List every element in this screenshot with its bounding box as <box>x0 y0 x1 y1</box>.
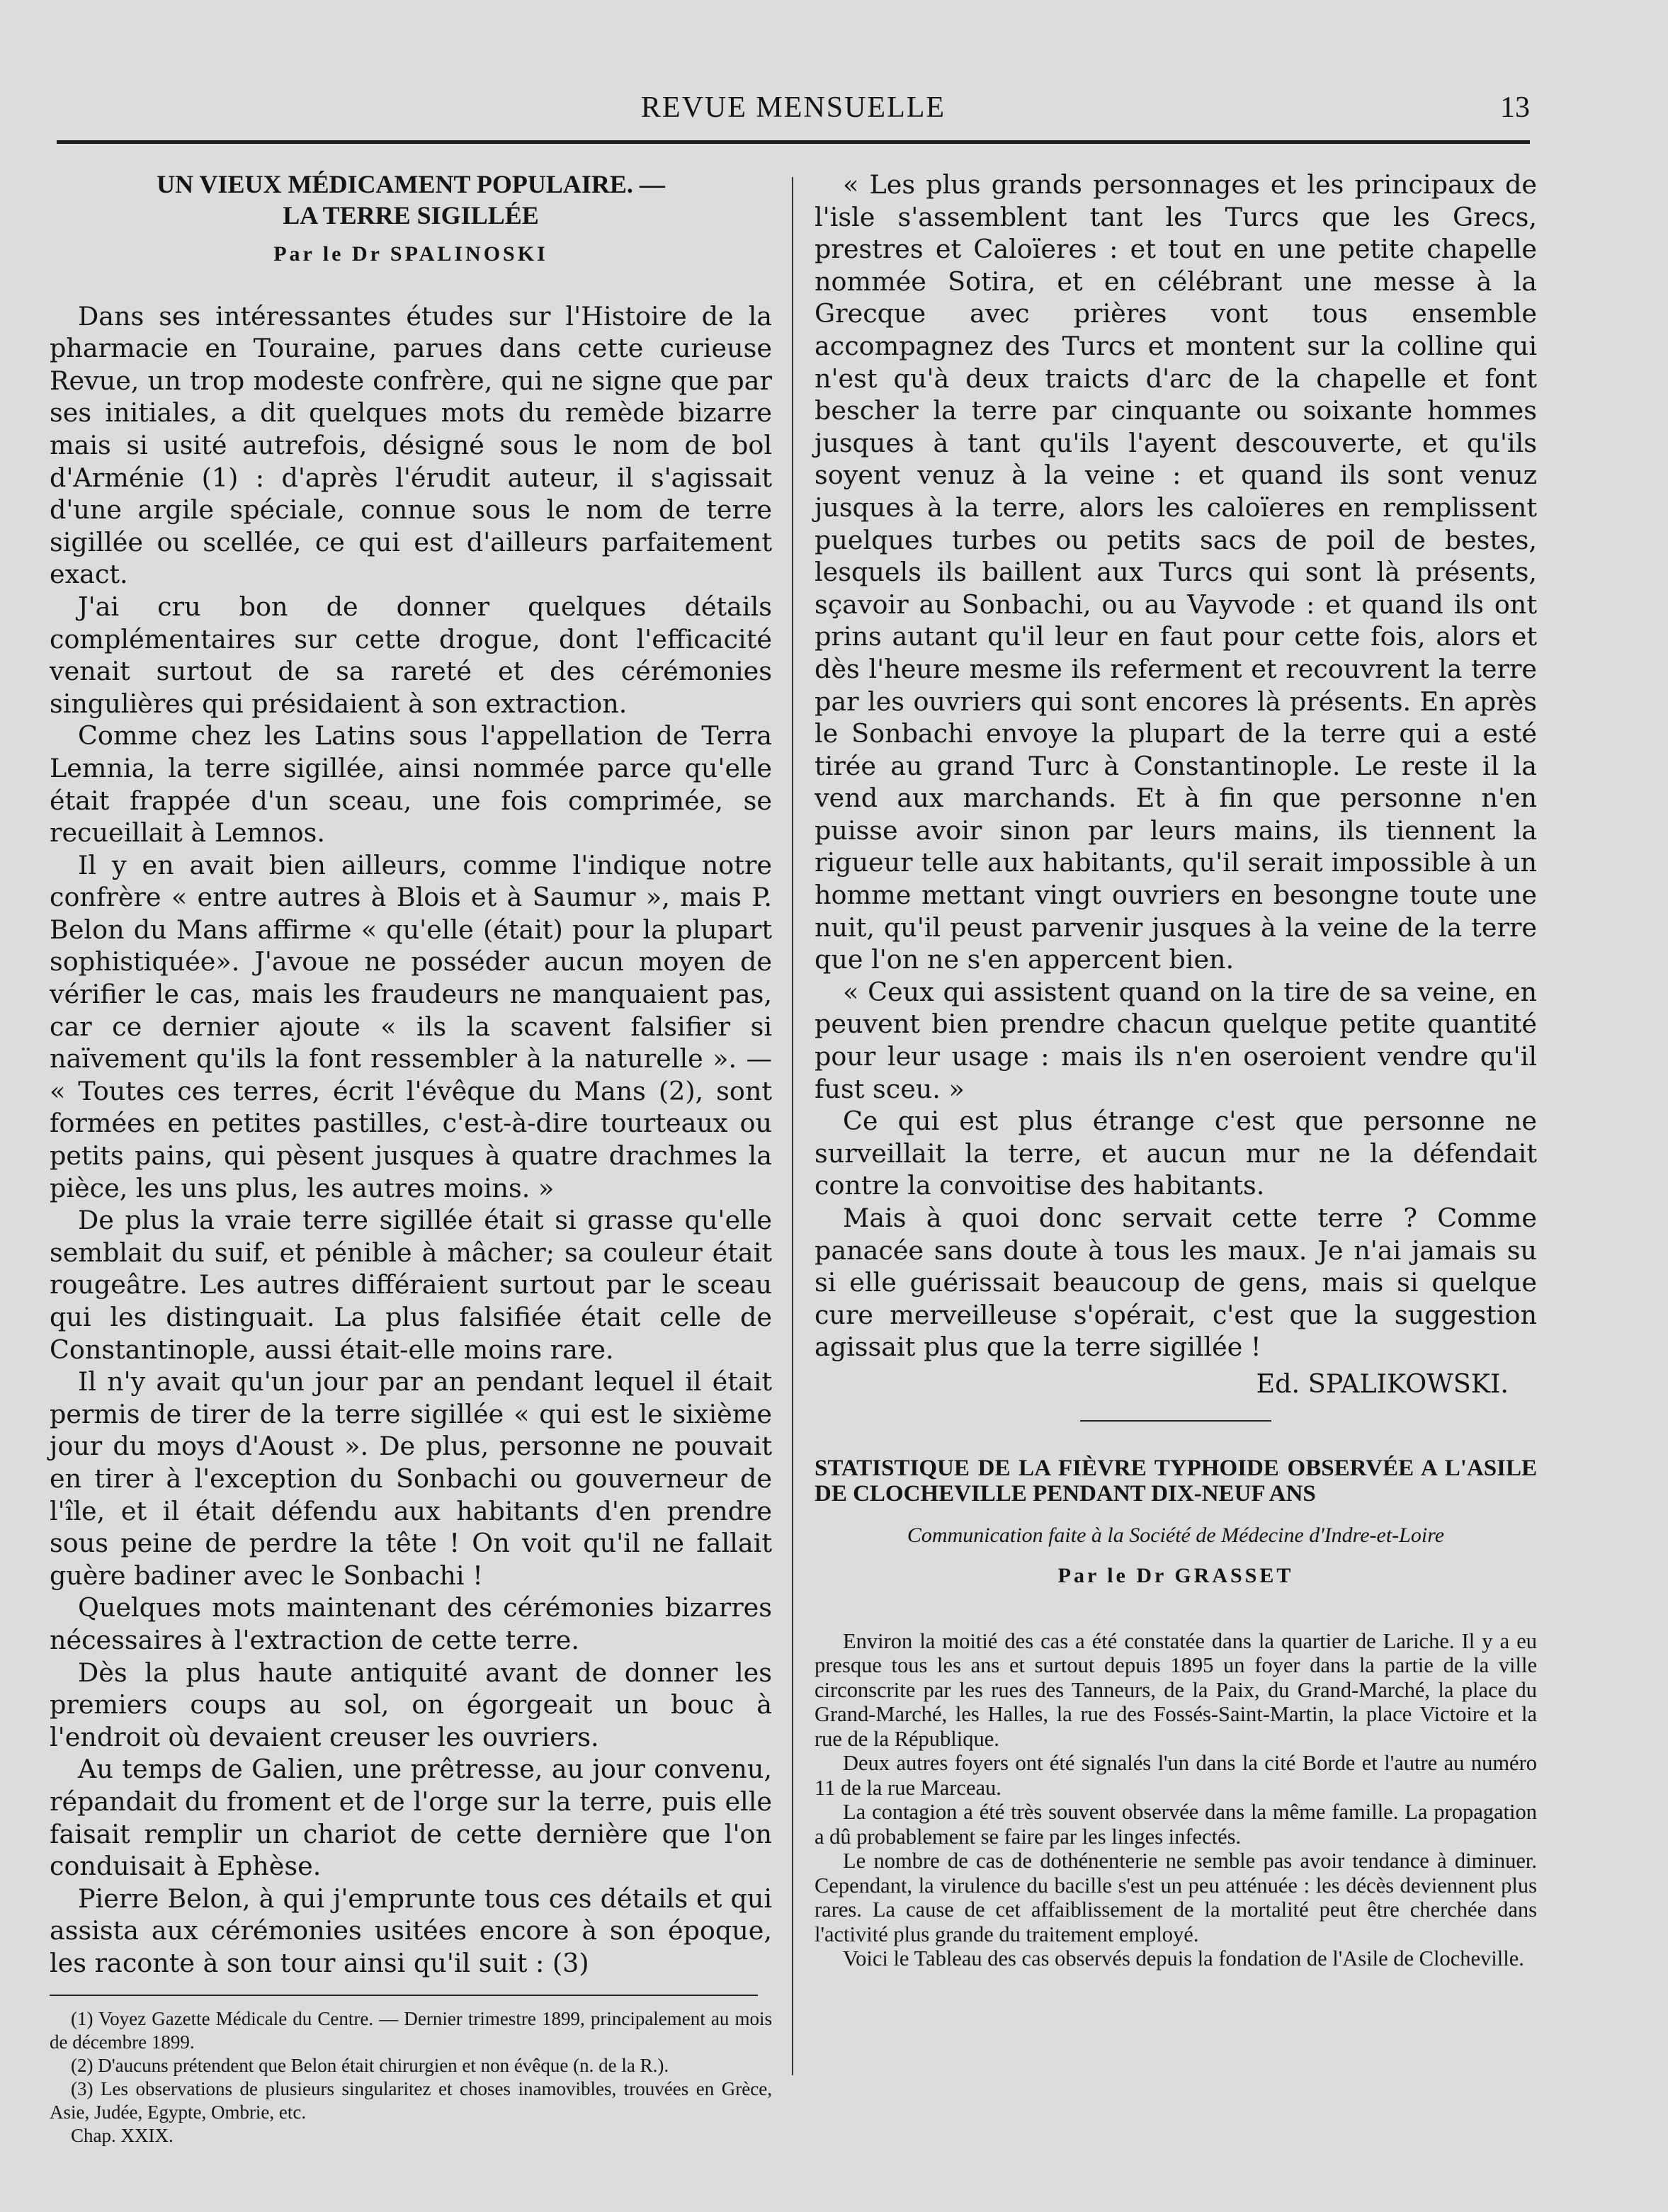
article2-body <box>815 1629 1537 1971</box>
journal-title: REVUE MENSUELLE <box>640 91 946 124</box>
paragraph: Dès la plus haute antiquité avant de donner les premiers coups au sol, on égorgeait un bouc à l'endroit où devaient creuser les ouvriers. <box>50 1657 772 1752</box>
paragraph: Quelques mots maintenant des cérémonies bizarres nécessaires à l'extraction de cette terre. <box>50 1592 772 1655</box>
paragraph: Il y en avait bien ailleurs, comme l'indique notre confrère « entre autres à Blois et à Saumur », mais P. Belon du Mans affirme « qu'elle (était) pour la plupart sophistiquée». J'avoue ne posséder aucun moyen de vérifier le cas, mais les fraudeurs ne manquaient pas, car ce dernier ajoute « ils la scavent falsifier si naïvement qu'ils la font ressembler à la naturelle ». — « Toutes ces terres, écrit l'évêque du Mans (2), sont formées en petites pastilles, c'est-à-dire tourteaux ou petits pains, qui pèsent jusques à quatre drachmes la pièce, les uns plus, les autres moins. » <box>50 849 772 1203</box>
footnote: (2) D'aucuns prétendent que Belon était chirurgien et non évêque (n. de la R.). <box>71 2055 669 2077</box>
column-divider <box>792 177 793 2075</box>
paragraph: Deux autres foyers ont été signalés l'un dans la cité Borde et l'autre au numéro 11 de la rue Marceau. <box>815 1751 1537 1800</box>
running-head <box>57 91 1530 133</box>
article2-byline: Par le Dr GRASSET <box>1057 1564 1294 1588</box>
right-column <box>815 169 1537 1971</box>
paragraph: Comme chez les Latins sous l'appellation de Terra Lemnia, la terre sigillée, ainsi nommée parce qu'elle était frappée d'un sceau, une fois comprimée, se recueillait à Lemnos. <box>50 720 772 849</box>
footnote-rule <box>50 1995 758 1996</box>
article-title-line2: LA TERRE SIGILLÉE <box>283 201 539 229</box>
paragraph: Pierre Belon, à qui j'emprunte tous ces détails et qui assista aux cérémonies usitées encore à son époque, les raconte à son tour ainsi qu'il suit : (3) <box>50 1883 772 1978</box>
footnote: Chap. XXIX. <box>71 2125 174 2147</box>
article-byline: Par le Dr SPALINOSKI <box>273 242 548 266</box>
footnote: (3) Les observations de plusieurs singularitez et choses inamovibles, trouvées en Grèce, Asie, Judée, Egypte, Ombrie, etc. <box>50 2078 772 2123</box>
footnote: (1) Voyez Gazette Médicale du Centre. — Dernier trimestre 1899, principalement au mois de décembre 1899. <box>50 2008 772 2053</box>
quotation-paragraph: « Les plus grands personnages et les principaux de l'isle s'assemblent tant les Turcs que les Grecs, prestres et Caloïeres : et tout en une petite chapelle nommée Sotira, et en célébrant une messe à la Grecque avec prières vont tous ensemble accompagnez des Turcs et montent sur la colline qui n'est qu'à deux traicts d'arc de la chapelle et font bescher la terre par cinquante ou soixante hommes jusques à tant qu'ils l'ayent descouverte, et qu'ils soyent venuz à la veine : et quand ils sont venuz jusques à la terre, alors les caloïeres en remplissent puelques turbes ou petits sacs de poil de bestes, lesquels ils baillent aux Turcs qui sont là présents, sçavoir au Sonbachi, ou au Vayvode : et quand ils ont prins autant qu'il leur en faut pour cette fois, alors et dès l'heure mesme ils referment et recouvrent la terre par les ouvriers qui sont encores là présents. En après le Sonbachi envoye la plupart de la terre qui a esté tirée au grand Turc à Constantinople. Le reste il la vend aux marchands. Et à fin que personne n'en puisse avoir sinon par leurs mains, ils tiennent la rigueur telle aux habitants, qu'il serait impossible à un homme mettant vingt ouvriers en besongne toute une nuit, qu'il peust parvenir jusques à la veine de la terre que l'on ne s'en appercent bien. <box>815 169 1537 975</box>
paragraph: Au temps de Galien, une prêtresse, au jour convenu, répandait du froment et de l'orge sur la terre, puis elle faisait remplir un chariot de cette dernière que l'on conduisait à Ephèse. <box>50 1754 772 1882</box>
paragraph: Il n'y avait qu'un jour par an pendant lequel il était permis de tirer de la terre sigillée « qui est le sixième jour du moys d'Aoust ». De plus, personne ne pouvait en tirer à l'exception du Sonbachi ou gouverneur de l'île, et il était défendu aux habitants d'en prendre sous peine de perdre la tête ! On voit qu'il ne fallait guère badiner avec le Sonbachi ! <box>50 1366 772 1591</box>
article2-title: STATISTIQUE DE LA FIÈVRE TYPHOIDE OBSERVÉE A L'ASILE DE CLOCHEVILLE PENDANT DIX-NEUF ANS <box>815 1455 1537 1507</box>
left-column <box>50 169 772 2148</box>
paragraph: J'ai cru bon de donner quelques détails complémentaires sur cette drogue, dont l'efficacité venait surtout de sa rareté et des cérémonies singulières qui présidaient à son extraction. <box>50 591 772 719</box>
paragraph: Mais à quoi donc servait cette terre ? Comme panacée sans doute à tous les maux. Je n'ai jamais su si elle guérissait beaucoup de gens, mais si quelque cure merveilleuse s'opérait, c'est que la suggestion agissait plus que la terre sigillée ! <box>815 1203 1537 1363</box>
paragraph: Voici le Tableau des cas observés depuis la fondation de l'Asile de Clocheville. <box>843 1946 1524 1971</box>
footnotes <box>50 2007 772 2148</box>
paragraph: De plus la vraie terre sigillée était si grasse qu'elle semblait du suif, et pénible à mâcher; sa couleur était rougeâtre. Les autres différaient surtout par le sceau qui les distinguait. La plus falsifiée était celle de Constantinople, aussi était-elle moins rare. <box>50 1205 772 1365</box>
section-rule <box>1080 1420 1271 1422</box>
article2-communication: Communication faite à la Société de Médecine d'Indre-et-Loire <box>907 1523 1445 1547</box>
article-title-line1: UN VIEUX MÉDICAMENT POPULAIRE. — <box>157 170 665 198</box>
paragraph: Environ la moitié des cas a été constatée dans la quartier de Lariche. Il y a eu presque tous les ans et surtout depuis 1895 un foyer dans la partie de la ville circonscrite par les rues des Tanneurs, de la Paix, du Grand-Marché, la place du Grand-Marché, les Halles, la rue des Fossés-Saint-Martin, la place Victoire et la rue de la République. <box>815 1628 1537 1751</box>
quotation-paragraph: « Ceux qui assistent quand on la tire de sa veine, en peuvent bien prendre chacun quelque petite quantité pour leur usage : mais ils n'en oseroient vendre qu'il fust sceu. » <box>815 976 1537 1104</box>
paragraph: La contagion a été très souvent observée dans la même famille. La propagation a dû probablement se faire par les linges infectés. <box>815 1800 1537 1849</box>
paragraph: Dans ses intéressantes études sur l'Histoire de la pharmacie en Touraine, parues dans cette curieuse Revue, un trop modeste confrère, qui ne signe que par ses initiales, a dit quelques mots du remède bizarre mais si usité autrefois, désigné sous le nom de bol d'Arménie (1) : d'après l'érudit auteur, il s'agissait d'une argile spéciale, connue sous le nom de terre sigillée ou scellée, ce qui est d'ailleurs parfaitement exact. <box>50 300 772 590</box>
paragraph: Le nombre de cas de dothénenterie ne semble pas avoir tendance à diminuer. Cependant, la virulence du bacille s'est un peu atténuée : les décès deviennent plus rares. La cause de cet affaiblissement de la mortalité peut être cherchée dans l'activité plus grande du traitement employé. <box>815 1849 1537 1946</box>
paragraph: Ce qui est plus étrange c'est que personne ne surveillait la terre, et aucun mur ne la défendait contre la convoitise des habitants. <box>815 1106 1537 1201</box>
header-rule <box>57 140 1530 144</box>
page-number: 13 <box>1500 91 1530 124</box>
article-signature: Ed. SPALIKOWSKI. <box>1256 1368 1509 1399</box>
